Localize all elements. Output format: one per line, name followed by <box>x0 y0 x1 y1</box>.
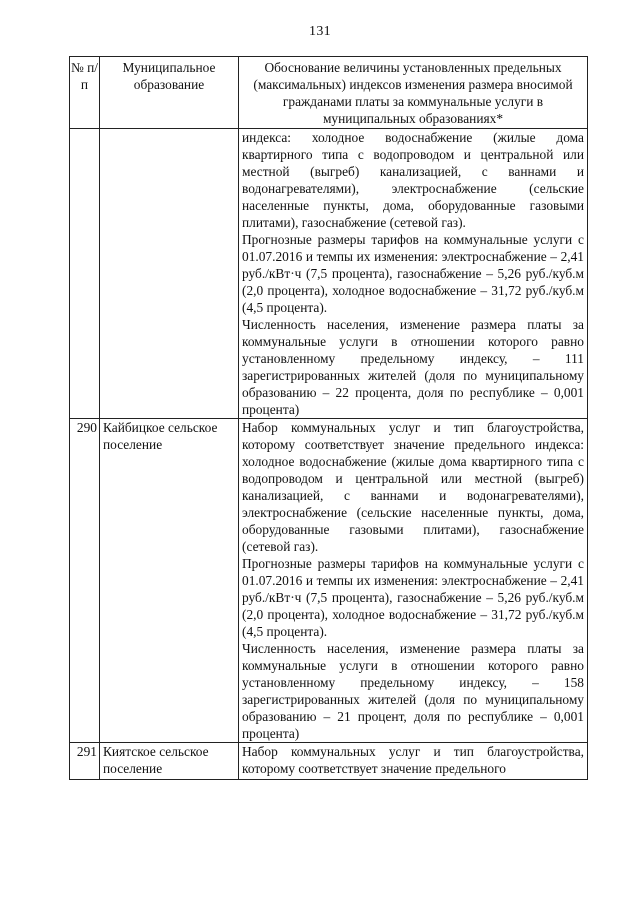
header-municipality: Муниципальное образование <box>100 57 239 129</box>
justification-paragraph: Прогнозные размеры тарифов на коммунальные услуги с 01.07.2016 и темпы их изменения: электроснабжение – 2,41 руб./кВт·ч (7,5 процента), газоснабжение – 5,26 руб./куб.м (2,0 процента), холодное водоснабжение – 31,72 руб./куб.м (4,5 процента). <box>242 232 584 315</box>
page-number: 131 <box>309 24 331 39</box>
header-justification: Обоснование величины установленных предельных (максимальных) индексов изменения размера вносимой гражданами платы за коммунальные услуги в муниципальных образованиях* <box>239 57 588 129</box>
row-number: 290 <box>70 419 100 743</box>
justification-paragraph: Набор коммунальных услуг и тип благоустройства, которому соответствует значение предельного <box>242 744 584 776</box>
row-municipality: Кайбицкое сельское поселение <box>100 419 239 743</box>
tariff-index-table <box>69 56 588 780</box>
row-justification <box>239 743 588 780</box>
header-number: № п/п <box>70 57 100 129</box>
justification-paragraph: Прогнозные размеры тарифов на коммунальные услуги с 01.07.2016 и темпы их изменения: электроснабжение – 2,41 руб./кВт·ч (7,5 процента), газоснабжение – 5,26 руб./куб.м (2,0 процента), холодное водоснабжение – 31,72 руб./куб.м (4,5 процента). <box>242 556 584 639</box>
row-number <box>70 129 100 419</box>
justification-paragraph: Численность населения, изменение размера платы за коммунальные услуги в отношении которого равно установленному предельному индексу, – 111 зарегистрированных жителей (доля по муниципальному образованию – 22 процента, доля по республике – 0,001 процента) <box>242 317 584 417</box>
table-row <box>70 419 588 743</box>
row-municipality: Киятское сельское поселение <box>100 743 239 780</box>
row-justification <box>239 129 588 419</box>
justification-paragraph: Численность населения, изменение размера платы за коммунальные услуги в отношении которого равно установленному предельному индексу, – 158 зарегистрированных жителей (доля по муниципальному образованию – 21 процент, доля по республике – 0,001 процента) <box>242 641 584 741</box>
table-header-row <box>70 57 588 129</box>
table-row <box>70 743 588 780</box>
row-number: 291 <box>70 743 100 780</box>
table-row <box>70 129 588 419</box>
row-municipality <box>100 129 239 419</box>
justification-paragraph: индекса: холодное водоснабжение (жилые дома квартирного типа с водопроводом и центральной или местной (выгреб) канализацией, с ваннами и водонагревателями), электроснабжение (сельские населенные пункты, дома, оборудованные газовыми плитами), газоснабжение (сетевой газ). <box>242 130 584 230</box>
row-justification <box>239 419 588 743</box>
justification-paragraph: Набор коммунальных услуг и тип благоустройства, которому соответствует значение предельного индекса: холодное водоснабжение (жилые дома квартирного типа с водопроводом и центральной или местной (выгреб) канализацией, с ваннами и водонагревателями), электроснабжение (сельские населенные пункты, дома, оборудованные газовыми плитами), газоснабжение (сетевой газ). <box>242 420 584 554</box>
